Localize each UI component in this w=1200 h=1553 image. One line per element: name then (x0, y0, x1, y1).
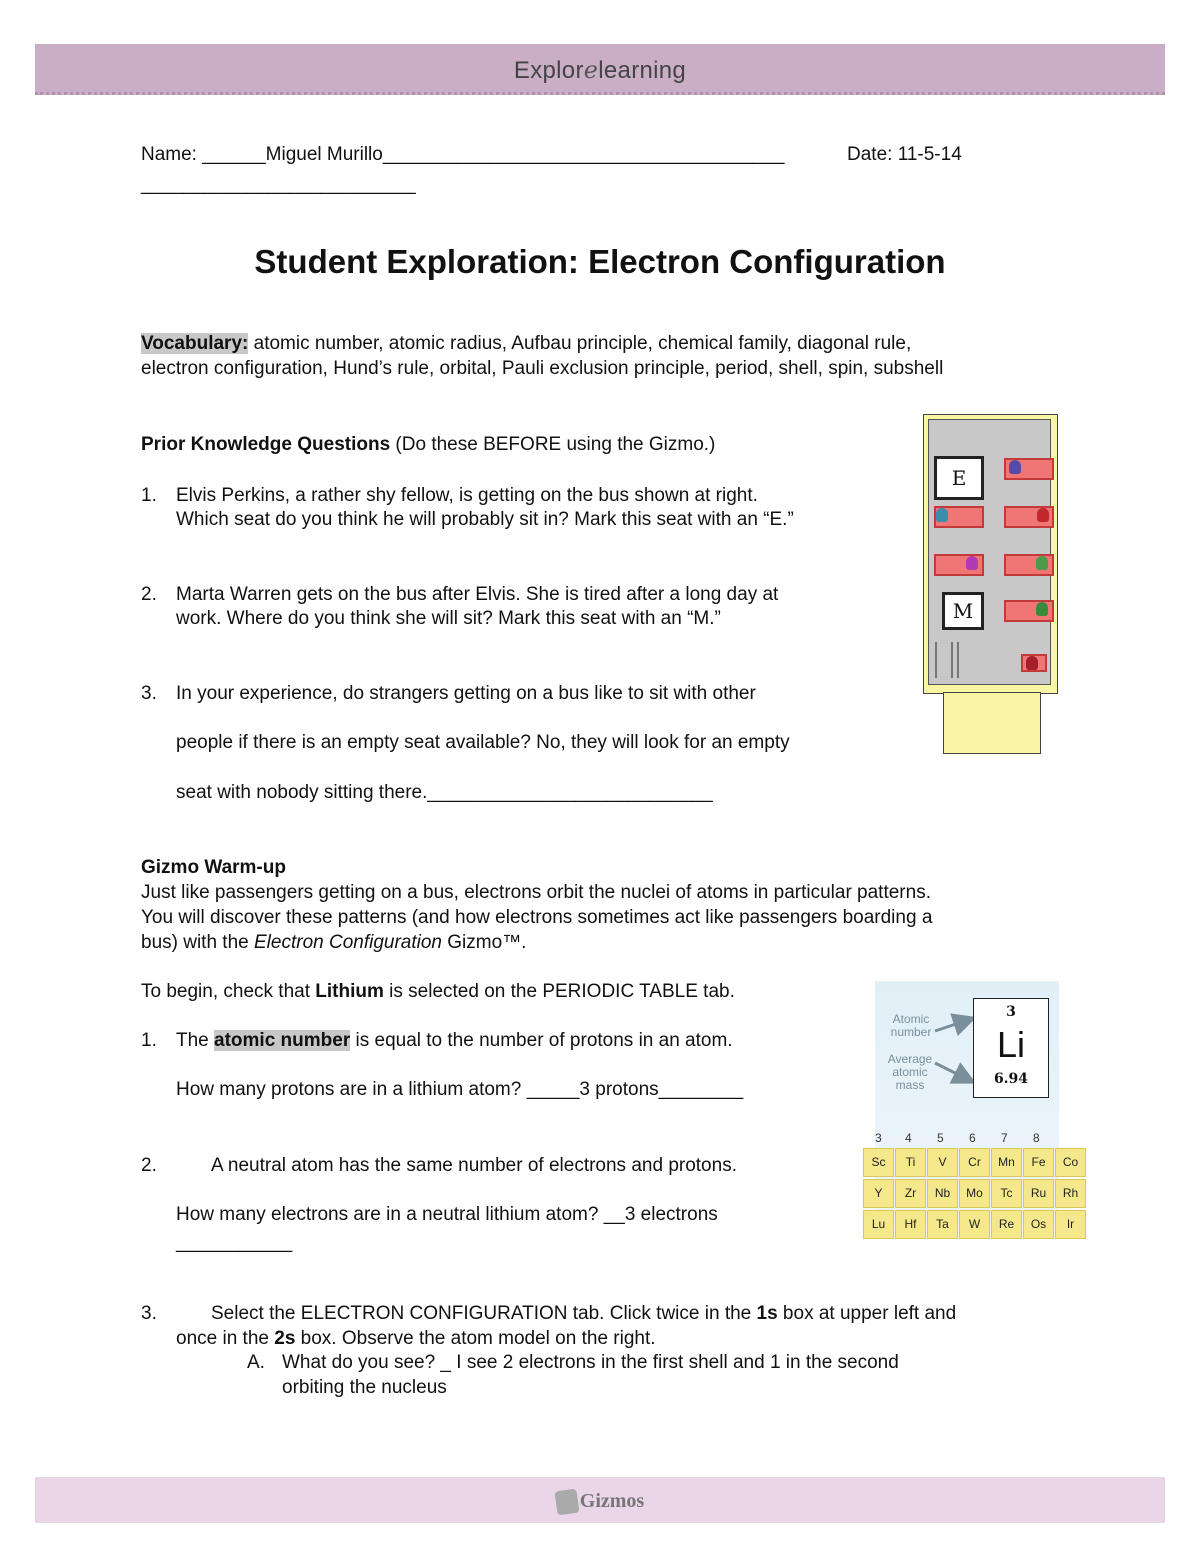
group-number: 6 (969, 1131, 976, 1145)
periodic-cell: Cr (959, 1148, 990, 1177)
periodic-cell: Ta (927, 1210, 958, 1239)
bus-front (943, 692, 1041, 754)
warmup-q3a-line-1: What do you see? _ I see 2 electrons in the first shell and 1 in the second (282, 1352, 899, 1373)
group-number: 8 (1033, 1131, 1040, 1145)
warmup-q2-line: A neutral atom has the same number of electrons and protons. (211, 1155, 737, 1176)
seat-mark-e: E (934, 456, 984, 500)
prior-q1-line-1: Elvis Perkins, a rather shy fellow, is getting on the bus shown at right. (176, 485, 758, 506)
date-line: Date: 11-5-14 (847, 144, 962, 165)
passenger-icon (1036, 602, 1048, 616)
vocabulary-line-1: Vocabulary: atomic number, atomic radius, Aufbau principle, chemical family, diagonal rule, (141, 333, 912, 354)
atomic-number-term: atomic number (214, 1030, 351, 1051)
group-number: 3 (875, 1131, 882, 1145)
warmup-line-1: Just like passengers getting on a bus, electrons orbit the nuclei of atoms in particular patterns. (141, 882, 931, 903)
prior-knowledge-heading: Prior Knowledge Questions (Do these BEFORE using the Gizmo.) (141, 434, 716, 455)
group-number: 5 (937, 1131, 944, 1145)
periodic-cell: Co (1055, 1148, 1086, 1177)
element-symbol: Li (996, 1024, 1026, 1065)
warmup-q3-line-1: Select the ELECTRON CONFIGURATION tab. Click twice in the 1s box at upper left and (211, 1303, 957, 1324)
lithium-element-card-figure (871, 981, 1079, 1231)
bus-door-rail (935, 642, 937, 678)
warmup-line-2: You will discover these patterns (and how electrons sometimes act like passengers boarding a (141, 907, 933, 928)
warmup-q3a-line-2: orbiting the nucleus (282, 1377, 447, 1398)
prior-q2-line-2: work. Where do you think she will sit? Mark this seat with an “M.” (176, 608, 721, 629)
periodic-cell: Hf (895, 1210, 926, 1239)
passenger-icon (966, 556, 978, 570)
periodic-cell: Ir (1055, 1210, 1086, 1239)
warmup-q1-number: 1. (141, 1030, 157, 1051)
periodic-cell: Ti (895, 1148, 926, 1177)
bus-seating-figure (923, 414, 1058, 754)
group-number: 7 (1001, 1131, 1008, 1145)
group-number: 4 (905, 1131, 912, 1145)
periodic-cell: Zr (895, 1179, 926, 1208)
periodic-cell: Rh (1055, 1179, 1086, 1208)
bus-floor (928, 419, 1051, 685)
periodic-cell: W (959, 1210, 990, 1239)
warmup-q2-answer: How many electrons are in a neutral lithium atom? __3 electrons (176, 1204, 718, 1225)
passenger-icon (1037, 508, 1049, 522)
warmup-q3-number: 3. (141, 1303, 157, 1324)
prior-q1-line-2: Which seat do you think he will probably sit in? Mark this seat with an “E.” (176, 509, 794, 530)
warmup-q3-line-2: once in the 2s box. Observe the atom model on the right. (176, 1328, 656, 1349)
periodic-cell: Sc (863, 1148, 894, 1177)
vocabulary-label: Vocabulary: (141, 333, 249, 354)
periodic-cell: Tc (991, 1179, 1022, 1208)
explorelearning-logo: Explorelearning (513, 56, 687, 84)
arrow-icon (935, 1019, 971, 1031)
atomic-mass-caption: Average atomic mass (887, 1052, 933, 1092)
driver-icon (1026, 656, 1038, 670)
gizmos-logo: Gizmos (35, 1477, 1165, 1523)
prior-q3-number: 3. (141, 683, 157, 704)
element-atomic-number: 3 (1006, 1004, 1016, 1020)
prior-q3-line-1: In your experience, do strangers getting on a bus like to sit with other (176, 683, 756, 704)
warmup-heading: Gizmo Warm-up (141, 857, 286, 878)
periodic-cell: Os (1023, 1210, 1054, 1239)
header-band (35, 44, 1165, 95)
element-tile (973, 998, 1049, 1098)
prior-q3-line-2: people if there is an empty seat available? No, they will look for an empty (176, 732, 790, 753)
prior-q2-line-1: Marta Warren gets on the bus after Elvis. She is tired after a long day at (176, 584, 779, 605)
warmup-line-3: bus) with the Electron Configuration Gizmo™. (141, 932, 527, 953)
periodic-cell: Fe (1023, 1148, 1054, 1177)
warmup-q2-number: 2. (141, 1155, 157, 1176)
periodic-cell: V (927, 1148, 958, 1177)
bus-door-rail (951, 642, 953, 678)
warmup-q1-line: The atomic number is equal to the number of protons in an atom. (176, 1030, 733, 1051)
periodic-cell: Ru (1023, 1179, 1054, 1208)
name-line: Name: ______Miguel Murillo______________________________________ (141, 144, 785, 165)
footer-band (35, 1477, 1165, 1523)
atomic-number-caption: Atomic number (890, 1012, 932, 1039)
arrow-icon (935, 1063, 971, 1081)
seat-mark-m: M (942, 592, 984, 630)
passenger-icon (1036, 556, 1048, 570)
warmup-begin-line: To begin, check that Lithium is selected on the PERIODIC TABLE tab. (141, 981, 735, 1002)
periodic-cell: Re (991, 1210, 1022, 1239)
warmup-q2-underline: ___________ (176, 1232, 293, 1253)
vocabulary-line-2: electron configuration, Hund’s rule, orbital, Pauli exclusion principle, period, shell, spin, subshell (141, 358, 944, 379)
bus-door-rail (957, 642, 959, 678)
periodic-cell: Nb (927, 1179, 958, 1208)
element-mass: 6.94 (993, 1071, 1029, 1087)
passenger-icon (1009, 460, 1021, 474)
passenger-icon (936, 508, 948, 522)
periodic-cell: Lu (863, 1210, 894, 1239)
periodic-cell: Y (863, 1179, 894, 1208)
warmup-q1-answer: How many protons are in a lithium atom? _____3 protons________ (176, 1079, 744, 1100)
document-title: Student Exploration: Electron Configuration (254, 243, 946, 280)
gizmos-logo-icon (554, 1489, 579, 1516)
prior-q1-number: 1. (141, 485, 157, 506)
prior-q3-line-3: seat with nobody sitting there.___________________________ (176, 782, 713, 803)
prior-q2-number: 2. (141, 584, 157, 605)
name-underline: __________________________ (141, 174, 416, 195)
periodic-cell: Mo (959, 1179, 990, 1208)
periodic-cell: Mn (991, 1148, 1022, 1177)
warmup-q3a-label: A. (247, 1352, 265, 1373)
